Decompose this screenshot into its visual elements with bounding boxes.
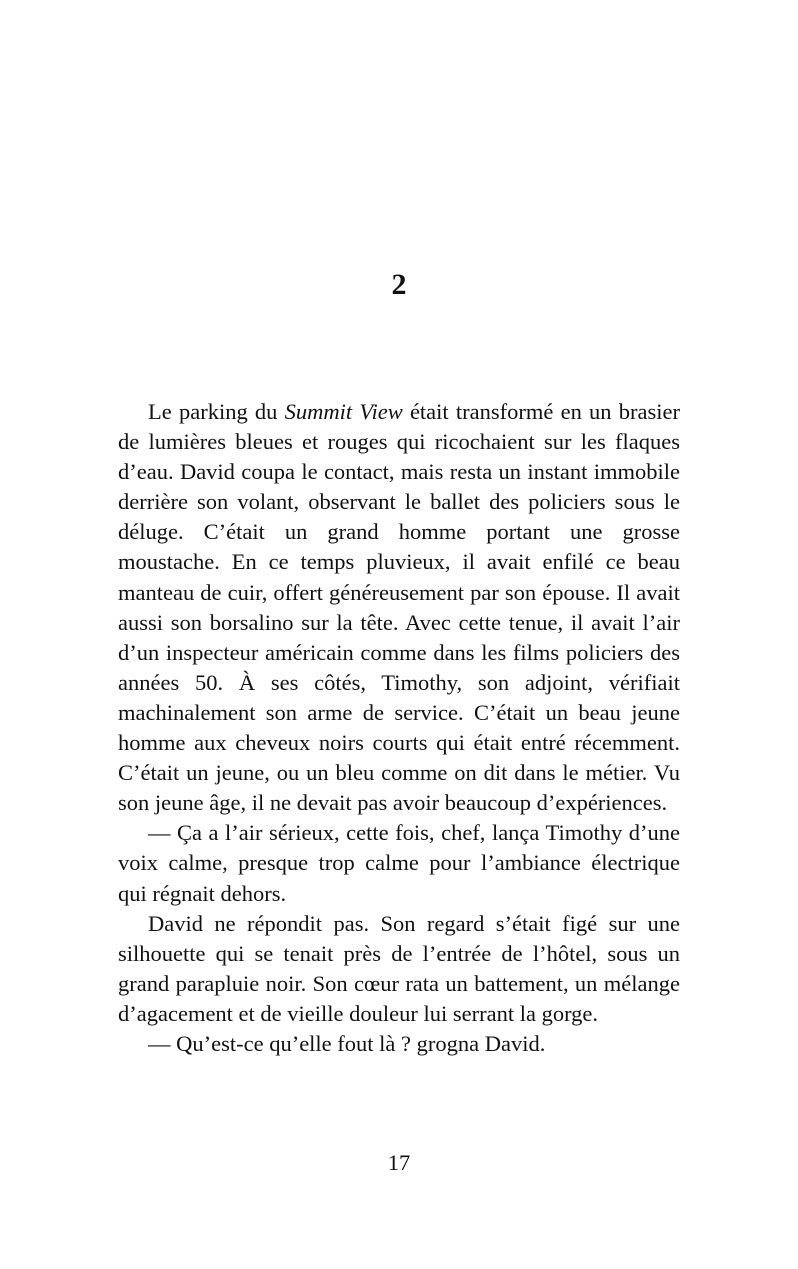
- paragraph-3-text: David ne répondit pas. Son regard s’était figé sur une silhouette qui se tenait près de l’entrée de l’hôtel, sous un grand parapluie noir. Son cœur rata un battement, un mélange d’agacement et de vieille douleur lui serrant la gorge.: [118, 910, 680, 1026]
- paragraph-1-text-after: était transformé en un brasier de lumières bleues et rouges qui ricochaient sur les flaques d’eau. David coupa le contact, mais resta un instant immobile derrière son volant, observant le ballet des policiers sous le déluge. C’était un grand homme portant une grosse moustache. En ce temps pluvieux, il avait enfilé ce beau manteau de cuir, offert généreusement par son épouse. Il avait aussi son borsalino sur la tête. Avec cette tenue, il avait l’air d’un inspecteur américain comme dans les films policiers des années 50. À ses côtés, Timothy, son adjoint, vérifiait machinalement son arme de service. C’était un beau jeune homme aux cheveux noirs courts qui était entré récemment. C’était un jeune, ou un bleu comme on dit dans le métier. Vu son jeune âge, il ne devait pas avoir beaucoup d’expériences.: [118, 399, 681, 816]
- page-number: 17: [387, 1150, 411, 1175]
- paragraph-4-text: — Qu’est-ce qu’elle fout là ? grogna David.: [148, 1030, 546, 1056]
- paragraph-1-text-before: Le parking du: [148, 399, 285, 424]
- paragraph-2-text: — Ça a l’air sérieux, cette fois, chef, lança Timothy d’une voix calme, presque trop calme pour l’ambiance électrique qui régnait dehors.: [118, 820, 680, 906]
- paragraph-2: [118, 818, 680, 908]
- chapter-body: [118, 397, 680, 1059]
- paragraph-1: [118, 397, 680, 818]
- chapter-number: 2: [391, 268, 407, 301]
- hotel-name: Summit View: [284, 399, 403, 424]
- paragraph-3: [118, 909, 680, 1029]
- paragraph-4: [118, 1029, 680, 1059]
